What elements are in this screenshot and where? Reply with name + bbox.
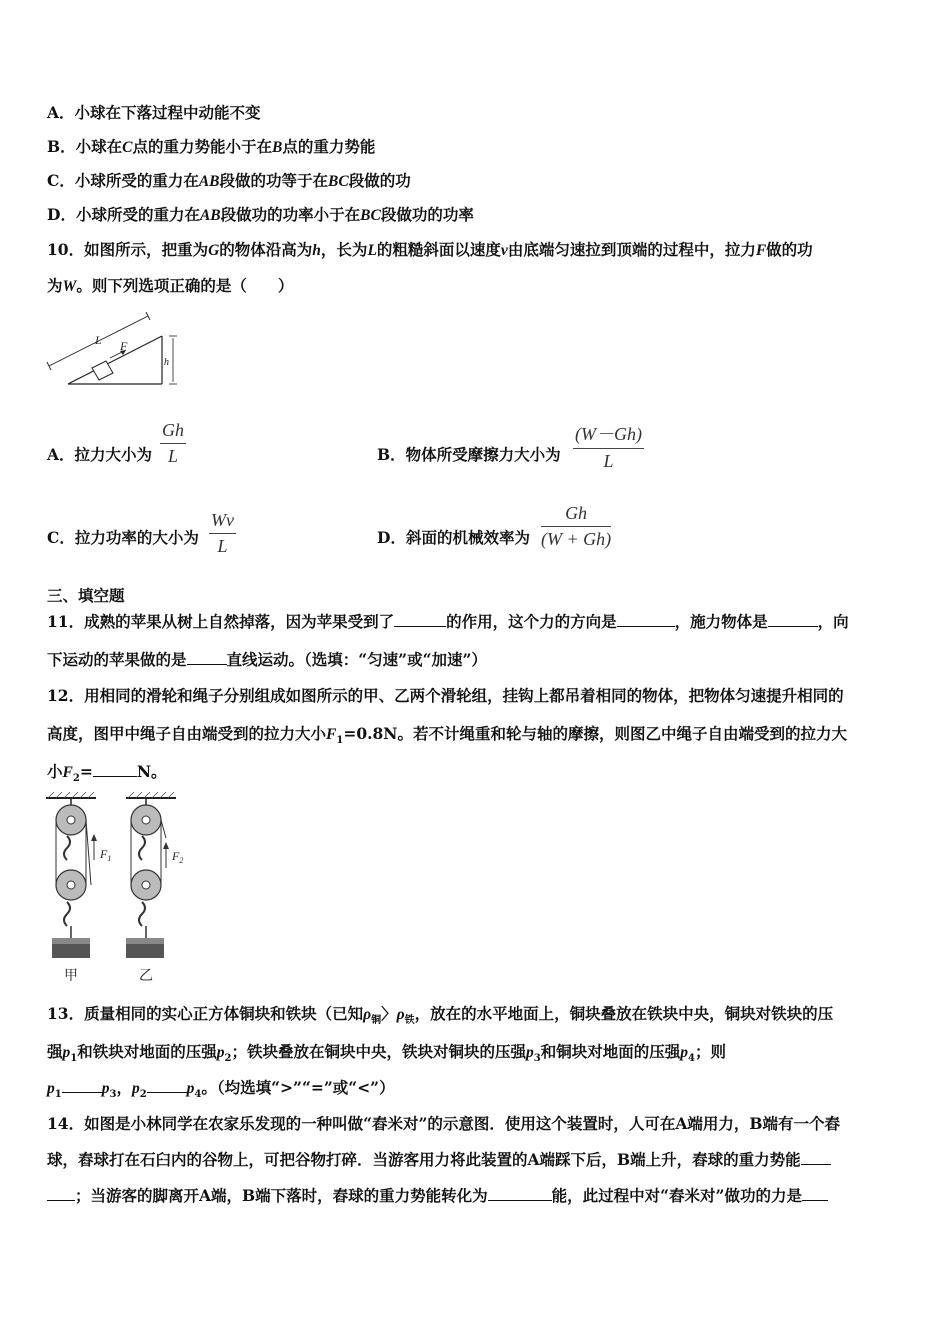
q10-option-d-formula: Gh (W + Gh) <box>541 503 612 549</box>
fig-label-f: F <box>120 339 128 353</box>
q10-stem-line1: 10．如图所示，把重为G的物体沿高为h，长为L的粗糙斜面以速度v由底端匀速拉到顶端的过程中，拉力F做的功 <box>47 240 813 259</box>
q14-line1: 14．如图是小林同学在农家乐发现的一种叫做“舂米对”的示意图．使用这个装置时，人可在A端用力，B端有一个舂 <box>47 1114 841 1133</box>
pulley-f1-label: $F_1$ <box>100 847 112 863</box>
section-title: 三、填空题 <box>47 586 125 605</box>
q9-option-b: B．小球在C点的重力势能小于在B点的重力势能 <box>47 137 376 156</box>
pulley-yi-label: 乙 <box>139 968 153 984</box>
q13-line3: $p_1$ $p_3$，$p_2$ $p_4$。（均选填“>”“=”或“<”） <box>47 1078 395 1101</box>
fig-label-l: L <box>95 333 102 347</box>
q11-line2: 下运动的苹果做的是 直线运动。（选填：“匀速”或“加速”） <box>47 650 487 669</box>
q10-option-c-formula: Wv L <box>211 510 234 556</box>
q11-line1: 11．成熟的苹果从树上自然掉落，因为苹果受到了 的作用，这个力的方向是 ，施力物体是 ，向 <box>47 612 849 631</box>
q10-option-a-formula: Gh L <box>162 420 184 466</box>
q10-option-a: A．拉力大小为 <box>47 445 153 464</box>
incline-figure <box>40 310 190 390</box>
q13-line2: 强$p_1$和铁块对地面的压强$p_2$；铁块叠放在铜块中央，铁块对铜块的压强$p_3$和铜块对地面的压强$p_4$；则 <box>47 1042 726 1065</box>
q9-option-d: D．小球所受的重力在AB段做功的功率小于在BC段做功的功率 <box>47 205 474 224</box>
q12-line2: 高度，图甲中绳子自由端受到的拉力大小$F_1=0.8N$。若不计绳重和轮与轴的摩擦，则图乙中绳子自由端受到的拉力大 <box>47 724 847 747</box>
pulley-jia-label: 甲 <box>64 968 78 984</box>
q14-line2: 球，舂球打在石臼内的谷物上，可把谷物打碎．当游客用力将此装置的A端踩下后，B端上升，舂球的重力势能 <box>47 1150 831 1170</box>
pulley-f2-label: $F_2$ <box>172 849 184 865</box>
q10-stem-line2: 为W。则下列选项正确的是（ ） <box>47 276 294 295</box>
q9-option-c: C．小球所受的重力在AB段做的功等于在BC段做的功 <box>47 171 411 190</box>
q9-option-a: A．小球在下落过程中动能不变 <box>47 103 261 122</box>
q10-option-b: B．物体所受摩擦力大小为 <box>377 445 561 464</box>
q10-option-c: C．拉力功率的大小为 <box>47 528 199 547</box>
q10-option-b-formula: (W－Gh) L <box>575 424 642 471</box>
q12-line1: 12．用相同的滑轮和绳子分别组成如图所示的甲、乙两个滑轮组，挂钩上都吊着相同的物体，把物体匀速提升相同的 <box>47 686 844 705</box>
q12-line3: 小$F_2= N$。 <box>47 762 167 785</box>
q14-line3: ；当游客的脚离开A端，B端下落时，舂球的重力势能转化为 能，此过程中对“舂米对”做功的力是 <box>47 1186 828 1206</box>
q13-line1: 13．质量相同的实心正方体铜块和铁块（已知$\rho_铜$〉$\rho_铁$，放在的水平地面上，铜块叠放在铁块中央，铜块对铁块的压 <box>47 1004 834 1027</box>
fig-label-h: h <box>164 357 169 368</box>
pulley-figure <box>36 790 196 990</box>
q10-option-d: D．斜面的机械效率为 <box>377 528 530 547</box>
